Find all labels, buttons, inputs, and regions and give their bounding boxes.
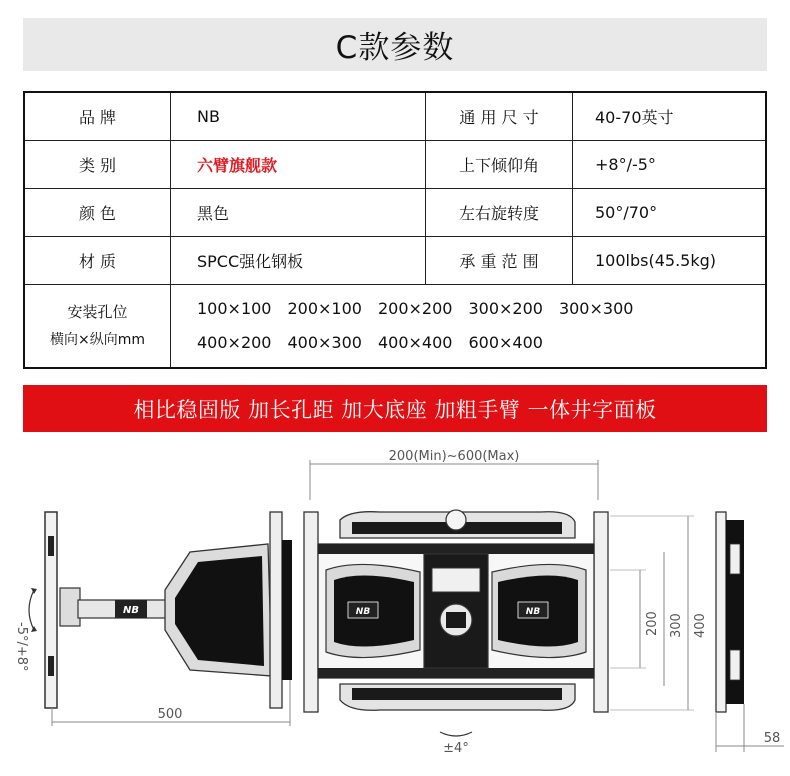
extension-label: 500: [157, 707, 183, 722]
tilt-label: -5°/+8°: [14, 622, 29, 672]
hub-pivot-core: [446, 612, 466, 628]
side-wall-plate: [270, 512, 282, 708]
hole-patterns: [171, 285, 767, 369]
hole-pattern: 200×100: [287, 299, 362, 318]
spec-key: 上下倾仰角: [426, 141, 573, 189]
brand-logo: NB: [123, 605, 139, 616]
side-profile-clip: [730, 544, 740, 574]
side-wall-bracket: [282, 540, 292, 680]
table-row: [24, 92, 766, 141]
feature-banner: [23, 385, 767, 432]
spec-key: 类 别: [24, 141, 171, 189]
level-bubble: [446, 510, 466, 530]
hub-window: [432, 568, 480, 592]
holes-line-2: [197, 326, 765, 360]
title-bar: [23, 18, 767, 71]
hole-label-line2: 横向×纵向mm: [49, 332, 145, 348]
side-profile-plate: [716, 512, 726, 712]
hole-pattern: 100×100: [197, 299, 272, 318]
hole-pattern: 200×200: [377, 299, 453, 318]
tv-rail-left: [304, 512, 318, 712]
spec-value-highlight: 六臂旗舰款: [171, 141, 426, 189]
bottom-plate-band: [352, 688, 562, 700]
swivel-label: ±4°: [443, 741, 469, 756]
holes-line-1: [197, 292, 765, 326]
spec-value: SPCC强化钢板: [171, 237, 426, 285]
height-label-200: 200: [645, 611, 660, 636]
hole-pattern: 300×200: [468, 299, 543, 318]
page-title: C款参数: [335, 30, 455, 66]
side-plate-slot: [48, 656, 54, 676]
hole-pattern: 400×300: [287, 333, 362, 352]
hole-pattern: 600×400: [468, 333, 543, 352]
arrow-head: [31, 626, 37, 632]
hole-pattern: 400×200: [197, 333, 272, 352]
crossbar-top: [318, 544, 594, 554]
feature-banner-text: 相比稳固版 加长孔距 加大底座 加粗手臂 一体井字面板: [133, 397, 657, 422]
spec-value: 40-70英寸: [573, 92, 767, 141]
spec-value: 50°/70°: [573, 189, 767, 237]
tilt-bracket: [60, 588, 80, 626]
table-row: [24, 285, 766, 369]
width-range-label: 200(Min)~600(Max): [388, 449, 520, 464]
brand-logo: NB: [355, 607, 371, 617]
spec-key: 通 用 尺 寸: [426, 92, 573, 141]
brand-logo: NB: [525, 607, 541, 617]
spec-key: 承 重 范 围: [426, 237, 573, 285]
side-profile-clip: [730, 650, 740, 680]
depth-label: 58: [763, 731, 781, 746]
spec-key: 材 质: [24, 237, 171, 285]
mount-diagram: [0, 440, 790, 776]
table-row: [24, 237, 766, 285]
spec-key: 品 牌: [24, 92, 171, 141]
height-label-400: 400: [693, 613, 708, 638]
table-row: [24, 141, 766, 189]
height-label-300: 300: [669, 613, 684, 638]
spec-value: NB: [171, 92, 426, 141]
arrow-head: [31, 588, 37, 594]
tv-rail-right: [594, 512, 608, 712]
side-plate-slot: [48, 536, 54, 556]
spec-table: [23, 91, 767, 369]
crossbar-bottom: [318, 668, 594, 678]
table-row: [24, 189, 766, 237]
spec-key: 颜 色: [24, 189, 171, 237]
hole-pattern: 300×300: [558, 299, 634, 318]
spec-key: 左右旋转度: [426, 189, 573, 237]
spec-value: +8°/-5°: [573, 141, 767, 189]
spec-value: 黑色: [171, 189, 426, 237]
hole-pattern: 400×400: [377, 333, 453, 352]
spec-key: [24, 285, 171, 369]
swivel-arrow: [440, 732, 472, 736]
spec-value: 100lbs(45.5kg): [573, 237, 767, 285]
hole-label-line1: 安装孔位: [67, 303, 128, 321]
